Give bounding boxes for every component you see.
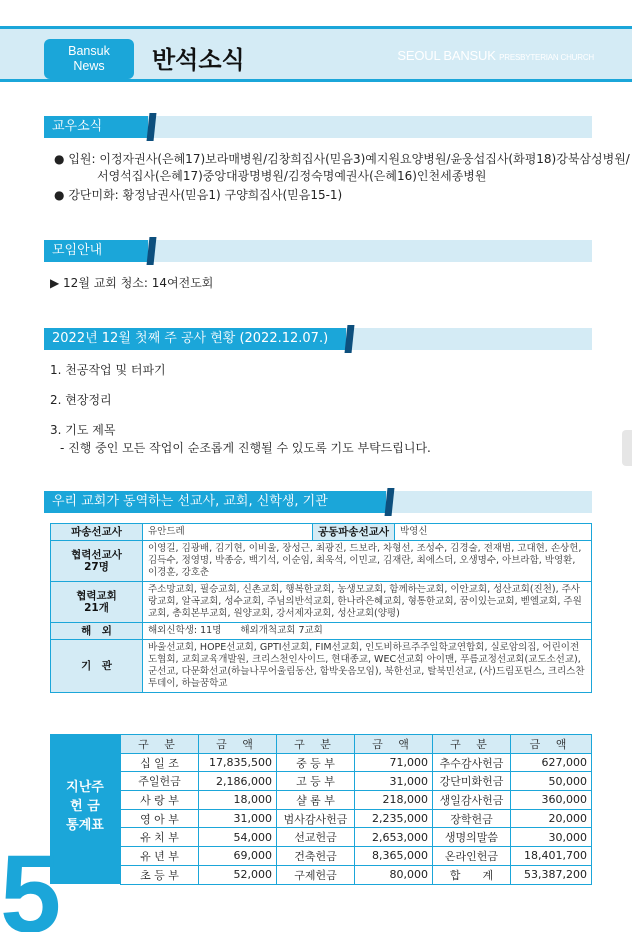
coop-label-text: 협력선교사 (71, 549, 122, 561)
section-tab (345, 325, 355, 353)
column-header: 구 분 (121, 735, 199, 754)
dispatch-value: 유안드레 (143, 524, 313, 541)
column-header: 구 분 (433, 735, 511, 754)
church-label (51, 582, 143, 623)
meeting-item: ▶ 12월 교회 청소: 14여전도회 (50, 276, 214, 290)
table-row (51, 623, 592, 640)
finance-side-line3: 통계표 (66, 818, 104, 833)
amount-cell: 18,401,700 (511, 847, 592, 866)
table-row (51, 582, 592, 623)
table-header-row (121, 735, 592, 754)
section-tab (147, 113, 157, 141)
section-tab (385, 488, 395, 516)
construction-item-3: 3. 기도 제목 (50, 423, 116, 437)
category-cell: 합 계 (433, 865, 511, 884)
amount-cell: 8,365,000 (355, 847, 433, 866)
amount-cell: 218,000 (355, 791, 433, 810)
table-row (121, 772, 592, 791)
news-item-1 (54, 151, 630, 168)
page-number: 5 (0, 833, 62, 932)
prayer-request: - 진행 중인 모든 작업이 순조롭게 진행될 수 있도록 기도 부탁드립니다. (60, 441, 431, 455)
category-cell: 강단미화헌금 (433, 772, 511, 791)
page-edge-tab (622, 430, 632, 466)
section-news-bar (44, 116, 592, 138)
overseas-label: 해 외 (51, 623, 143, 640)
column-header: 구 분 (277, 735, 355, 754)
section-news-label: 교우소식 (44, 116, 148, 138)
section-missions-bar (44, 491, 592, 513)
bullet: ● (54, 152, 65, 166)
dispatch-label: 파송선교사 (51, 524, 143, 541)
church-name (397, 48, 594, 63)
page-header (0, 26, 632, 82)
category-cell: 초 등 부 (121, 865, 199, 884)
table-row (51, 524, 592, 541)
amount-cell: 360,000 (511, 791, 592, 810)
joint-label: 공동파송선교사 (313, 524, 395, 541)
category-cell: 생일감사헌금 (433, 791, 511, 810)
news-item-1-line1: 입원: 이정자권사(은혜17)보라매병원/김창희집사(믿음3)예지원요양병원/윤웅섭집사(화평18)강북삼성병원/ (68, 152, 630, 166)
column-header: 금 액 (511, 735, 592, 754)
table-row (121, 809, 592, 828)
section-tab (147, 237, 157, 265)
table-row (121, 828, 592, 847)
amount-cell: 18,000 (199, 791, 277, 810)
news-item-2-text: 강단미화: 황정남권사(믿음1) 구양희집사(믿음15-1) (68, 188, 343, 202)
category-cell: 범사감사헌금 (277, 809, 355, 828)
category-cell: 선교헌금 (277, 828, 355, 847)
coop-count: 27명 (84, 561, 109, 573)
coop-value: 이영길, 김광배, 김기현, 이비울, 장성근, 최광진, 드보라, 차형선, 조성수, 김경술, 전재범, 고대현, 손상헌, 김득수, 정영명, 박종승, 백기석, 이순임, 최욱석, 이민교, 김재란, 최에스더, 오생명수, 아브라함, 박영환, 이경훈, 강호춘 (143, 541, 592, 582)
category-cell: 생명의말씀 (433, 828, 511, 847)
finance-side-line2: 헌 금 (70, 799, 100, 814)
church-label-text: 협력교회 (76, 590, 117, 602)
section-meeting-bar (44, 240, 592, 262)
news-item-2 (54, 187, 342, 204)
bansuk-news-badge (44, 39, 134, 79)
news-item-1-line2: 서영석집사(은혜17)중앙대광명병원/김정숙명예권사(은혜16)인천세종병원 (97, 169, 487, 183)
amount-cell: 50,000 (511, 772, 592, 791)
amount-cell: 2,186,000 (199, 772, 277, 791)
church-name-small: PRESBYTERIAN CHURCH (499, 53, 594, 62)
org-value: 바울선교회, HOPE선교회, GPTI선교회, FIM선교회, 인도비하르주주일학교연합회, 실로암의집, 어린이전도협회, 교회교육개발원, 크리스천인사이드, 현대종교, WEC선교회 아이맨, 푸름교정선교회(교도소선교), 군선교, 다문화선교(하늘나무어울림동산, 함박웃음모임), 북한선교, 탈북민선교, (사)드림포틴스, 크리스찬투데이, 하늘꿈학교 (143, 640, 592, 693)
table-row (121, 753, 592, 772)
amount-cell: 71,000 (355, 753, 433, 772)
section-construction-bar (44, 328, 592, 350)
amount-cell: 2,653,000 (355, 828, 433, 847)
church-count: 21개 (84, 602, 109, 614)
finance-table (120, 734, 592, 885)
amount-cell: 17,835,500 (199, 753, 277, 772)
category-cell: 온라인헌금 (433, 847, 511, 866)
category-cell: 유 년 부 (121, 847, 199, 866)
table-row (121, 865, 592, 884)
table-row (51, 541, 592, 582)
amount-cell: 2,235,000 (355, 809, 433, 828)
section-meeting-label: 모임안내 (44, 240, 148, 262)
page-title: 반석소식 (152, 46, 245, 74)
category-cell: 영 아 부 (121, 809, 199, 828)
church-value: 주소망교회, 필승교회, 신촌교회, 행복한교회, 농생모교회, 함께하는교회, 이안교회, 성산교회(진천), 주사랑교회, 알곡교회, 성수교회, 주님의반석교회, 한나라은혜교회, 형통한교회, 꿈이있는교회, 벧엘교회, 주원교회, 총회본부교회, 원양교회, 강서제자교회, 성산교회(양평) (143, 582, 592, 623)
category-cell: 추수감사헌금 (433, 753, 511, 772)
table-row (121, 847, 592, 866)
category-cell: 장학헌금 (433, 809, 511, 828)
coop-label (51, 541, 143, 582)
church-name-main: SEOUL BANSUK (397, 48, 496, 63)
construction-item-2: 2. 현장정리 (50, 393, 112, 407)
amount-cell: 80,000 (355, 865, 433, 884)
amount-cell: 54,000 (199, 828, 277, 847)
amount-cell: 53,387,200 (511, 865, 592, 884)
category-cell: 고 등 부 (277, 772, 355, 791)
category-cell: 유 치 부 (121, 828, 199, 847)
section-missions-label: 우리 교회가 동역하는 선교사, 교회, 신학생, 기관 (44, 491, 386, 513)
overseas-value: 해외신학생: 11명 해외개척교회 7교회 (143, 623, 592, 640)
amount-cell: 31,000 (199, 809, 277, 828)
missions-table (50, 523, 592, 693)
joint-value: 박영신 (395, 524, 592, 541)
bullet: ● (54, 188, 65, 202)
category-cell: 십 일 조 (121, 753, 199, 772)
amount-cell: 30,000 (511, 828, 592, 847)
category-cell: 사 랑 부 (121, 791, 199, 810)
column-header: 금 액 (355, 735, 433, 754)
construction-item-1: 1. 천공작업 및 터파기 (50, 363, 166, 377)
column-header: 금 액 (199, 735, 277, 754)
category-cell: 샬 롬 부 (277, 791, 355, 810)
amount-cell: 627,000 (511, 753, 592, 772)
table-row (51, 640, 592, 693)
category-cell: 중 등 부 (277, 753, 355, 772)
category-cell: 건축헌금 (277, 847, 355, 866)
org-label: 기 관 (51, 640, 143, 693)
amount-cell: 20,000 (511, 809, 592, 828)
category-cell: 주일헌금 (121, 772, 199, 791)
section-construction-label: 2022년 12월 첫째 주 공사 현황 (2022.12.07.) (44, 328, 346, 350)
badge-line2: News (73, 59, 105, 73)
finance-side-line1: 지난주 (66, 780, 104, 795)
amount-cell: 52,000 (199, 865, 277, 884)
table-row (121, 791, 592, 810)
amount-cell: 31,000 (355, 772, 433, 791)
badge-line1: Bansuk (68, 44, 110, 58)
category-cell: 구제헌금 (277, 865, 355, 884)
amount-cell: 69,000 (199, 847, 277, 866)
